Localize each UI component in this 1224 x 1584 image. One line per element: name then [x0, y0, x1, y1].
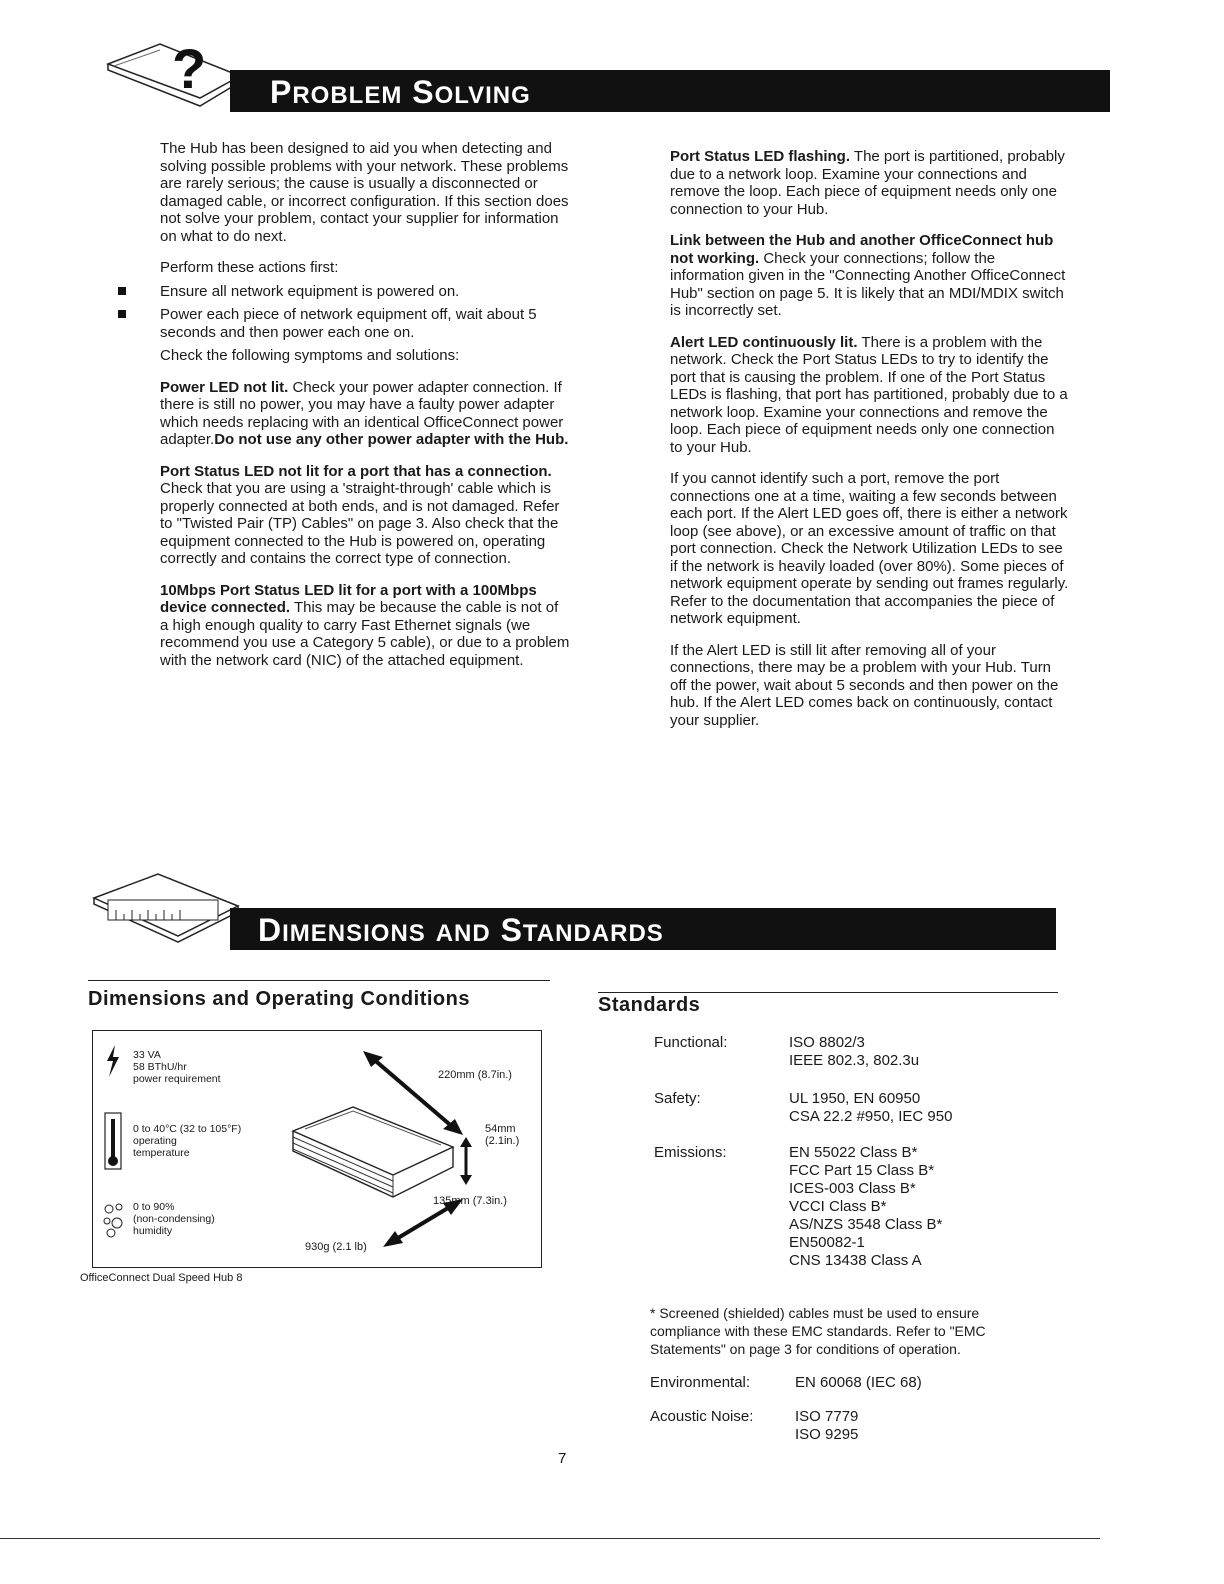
humidity-range: 0 to 90% [133, 1201, 175, 1213]
dimensions-standards-banner: DIMENSIONS AND STANDARDS [230, 908, 1056, 950]
port-status-paragraph: Port Status LED not lit for a port that has a connection. Check that you are using a 'straight-through' cable which is properly connected at both ends, and is not damaged. Refer to "Twisted Pair (TP) Cables" on page 3. Also check that the equipment connected to the Hub is powered on, operating correctly and contains the correct type of connection. [160, 462, 560, 567]
power-va: 33 VA [133, 1049, 161, 1061]
height-mm: 54mm [485, 1123, 516, 1135]
right-column [670, 148, 1070, 743]
depth-dimension: 135mm (7.3in.) [433, 1195, 507, 1207]
dimensions-rule [88, 980, 550, 981]
standards-footnote: * Screened (shielded) cables must be used to ensure compliance with these EMC standards. Refer to "EMC Statements" on page 3 for conditions of operation. [650, 1305, 986, 1357]
droplets-icon [101, 1199, 129, 1239]
10mbps-paragraph: 10Mbps Port Status LED lit for a port with a 100Mbps device connected. This may be because the cable is not of a high enough quality to carry Fast Ethernet signals (we recommend you use a Category 5 cable), or due to a problem with the network card (NIC) of the attached equipment. [160, 581, 570, 669]
height-in: (2.1in.) [485, 1135, 520, 1147]
temp-operating: operating [133, 1135, 177, 1147]
bullet-item: Power each piece of network equipment off, wait about 5 seconds and then power each one on. [160, 306, 570, 341]
still-lit-paragraph: If the Alert LED is still lit after removing all of your connections, there may be a problem with your Hub. Turn off the power, wait about 5 seconds and then power on the hub. If the Alert LED comes back on continuously, contact your supplier. [670, 641, 1059, 729]
weight: 930g (2.1 lb) [305, 1241, 367, 1253]
standard-row-acoustic: Acoustic Noise: ISO 7779 ISO 9295 [650, 1408, 859, 1443]
humidity-condensing: (non-condensing) [133, 1213, 215, 1225]
power-label: power requirement [133, 1073, 221, 1085]
temp-range: 0 to 40°C (32 to 105°F) [133, 1123, 242, 1135]
page-number: 7 [558, 1450, 567, 1467]
standard-row-emissions: Emissions: EN 55022 Class B* FCC Part 15 Class B* ICES-003 Class B* VCCI Class B* AS/NZS 3548 Class B* EN50082-1 CNS 13438 Class A [654, 1144, 943, 1269]
perform-text: Perform these actions first: [160, 259, 339, 276]
humidity-label: humidity [133, 1225, 173, 1237]
problem-solving-banner: PROBLEM SOLVING [230, 70, 1110, 112]
dimensions-heading: Dimensions and Operating Conditions [88, 988, 470, 1010]
thermometer-icon [103, 1111, 123, 1171]
svg-text:?: ? [172, 37, 207, 100]
power-bthu: 58 BThU/hr [133, 1061, 187, 1073]
power-led-paragraph: Power LED not lit. Check your power adapter connection. If there is still no power, you may have a faulty power adapter which needs replacing with an identical OfficeConnect power adapter.Do not use any other power adapter with the Hub. [160, 378, 569, 448]
dimensions-figure [92, 1030, 542, 1268]
standards-rule [598, 992, 1058, 993]
identify-port-paragraph: If you cannot identify such a port, remove the port connections one at a time, waiting a few seconds between each port. If the Alert LED goes off, there is either a network loop (see above), or an excessive amount of traffic on that port connection. Check the Network Utilization LEDs to see if the network is heavily loaded (over 80%). Some pieces of network equipment operate by sending out frames regularly. Refer to the documentation that accompanies the piece of network equipment. [670, 470, 1069, 627]
standards-heading: Standards [598, 994, 701, 1016]
port-flashing-paragraph: Port Status LED flashing. The port is partitioned, probably due to a network loop. Examine your connections and remove the loop. Each piece of equipment needs only one connection to your Hub. [670, 148, 1065, 218]
standard-row-environmental: Environmental: EN 60068 (IEC 68) [650, 1374, 922, 1391]
bottom-rule [0, 1538, 1100, 1539]
standard-row-functional: Functional: ISO 8802/3 IEEE 802.3, 802.3u [654, 1034, 920, 1069]
figure-caption: OfficeConnect Dual Speed Hub 8 [80, 1272, 243, 1284]
intro-text: The Hub has been designed to aid you when detecting and solving possible problems with your network. These problems are rarely serious; the cause is usually a disconnected or damaged cable, or incorrect configuration. If this section does not solve your problem, contact your supplier for information on what to do next. [160, 140, 569, 245]
bullet-item: Ensure all network equipment is powered on. [160, 283, 570, 301]
link-paragraph: Link between the Hub and another OfficeConnect hub not working. Check your connections; follow the information given in the "Connecting Another OfficeConnect Hub" section on page 5. It is likely that an MDI/MDIX switch is incorrectly set. [670, 232, 1066, 319]
alert-led-paragraph: Alert LED continuously lit. There is a problem with the network. Check the Port Status LEDs to try to identify the port that is causing the problem. If one of the Port Status LEDs is flashing, that port has partitioned, probably due to a network loop. Examine your connections and remove the loop. Each piece of equipment needs only one connection to your Hub. [670, 333, 1068, 456]
lightning-icon [105, 1045, 121, 1077]
left-column [160, 140, 570, 683]
length-dimension: 220mm (8.7in.) [438, 1069, 512, 1081]
standard-row-safety: Safety: UL 1950, EN 60950 CSA 22.2 #950, IEC 950 [654, 1090, 953, 1125]
hub-drawing [283, 1051, 533, 1251]
check-text: Check the following symptoms and solutions: [160, 347, 460, 364]
temp-label: temperature [133, 1147, 190, 1159]
